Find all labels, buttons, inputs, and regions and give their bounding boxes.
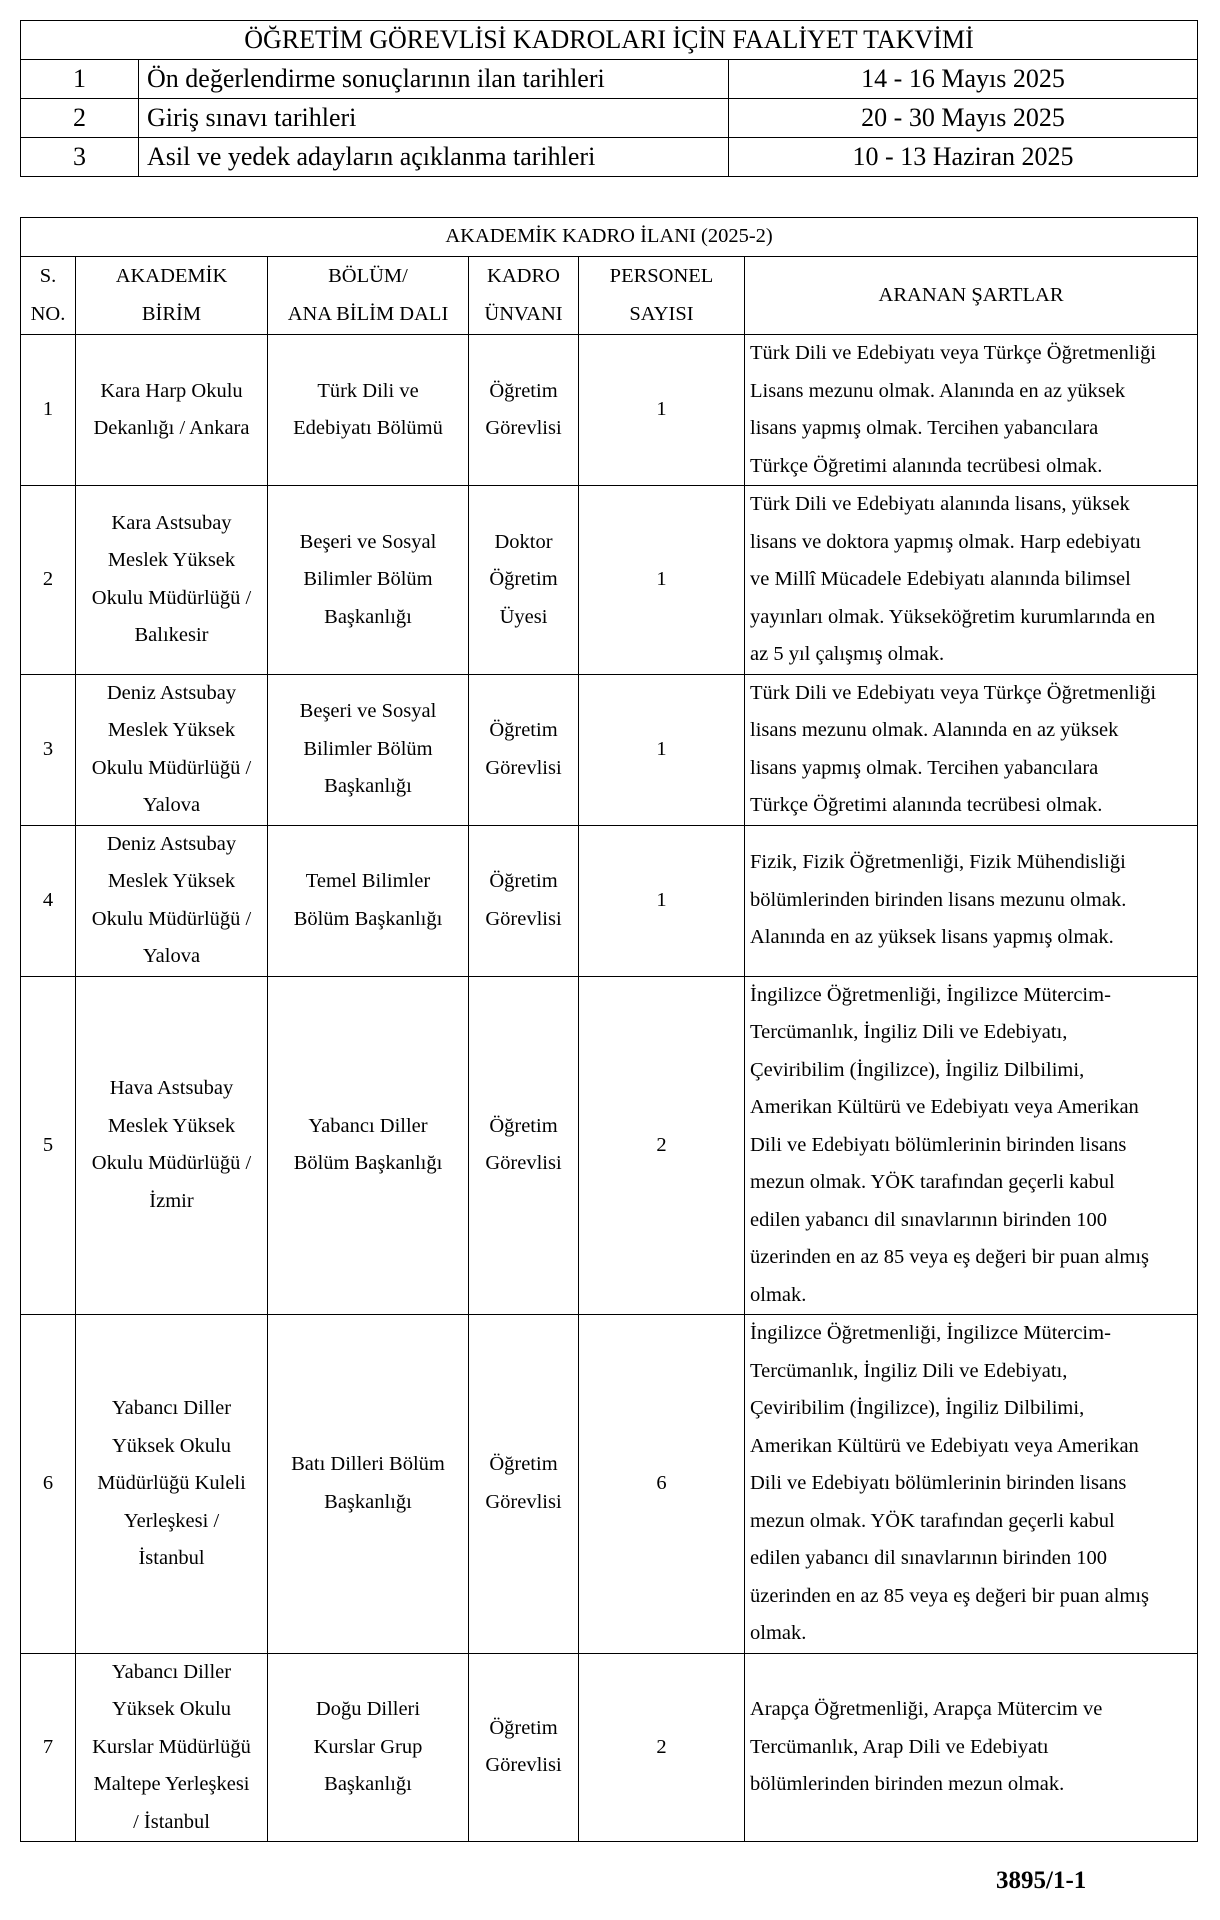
row-department <box>268 1653 469 1842</box>
row-title-line: Üyesi <box>499 605 548 628</box>
row-count: 2 <box>579 1653 745 1842</box>
row-unit-line: Deniz Astsubay <box>106 832 237 855</box>
staff-table-title: AKADEMİK KADRO İLANI (2025-2) <box>21 218 1198 257</box>
row-unit <box>76 1653 268 1842</box>
row-requirements-line: mezun olmak. YÖK tarafından geçerli kabul <box>750 1509 1115 1532</box>
row-unit-line: Kurslar Müdürlüğü <box>92 1735 251 1758</box>
row-unit-line: Deniz Astsubay <box>106 681 237 704</box>
row-department <box>268 486 469 675</box>
row-number: 1 <box>21 335 76 486</box>
header-requirements: ARANAN ŞARTLAR <box>745 257 1198 335</box>
row-department <box>268 825 469 976</box>
schedule-row-label: Asil ve yedek adayların açıklanma tarihleri <box>139 138 729 177</box>
row-requirements-line: Amerikan Kültürü ve Edebiyatı veya Amerikan <box>750 1434 1139 1457</box>
row-requirements <box>745 1653 1198 1842</box>
row-title <box>469 486 579 675</box>
row-title-line: Öğretim <box>489 870 558 892</box>
row-requirements-line: mezun olmak. YÖK tarafından geçerli kabul <box>750 1171 1115 1193</box>
row-number: 3 <box>21 674 76 825</box>
row-requirements-line: Türk Dili ve Edebiyatı veya Türkçe Öğretmenliği <box>750 342 1157 364</box>
row-department-line: Bölüm Başkanlığı <box>293 907 443 930</box>
row-department-line: Kurslar Grup <box>313 1735 423 1758</box>
row-count: 1 <box>579 486 745 675</box>
row-requirements-line: Alanında en az yüksek lisans yapmış olmak. <box>750 926 1114 949</box>
row-unit <box>76 335 268 486</box>
row-unit-line: Yalova <box>142 794 201 816</box>
row-department-line: Başkanlığı <box>324 1490 412 1513</box>
row-department-line: Beşeri ve Sosyal <box>299 700 437 723</box>
row-requirements <box>745 976 1198 1315</box>
row-requirements-line: bölümlerinden birinden mezun olmak. <box>750 1773 1065 1795</box>
row-title-line: Öğretim <box>489 379 558 402</box>
schedule-title-row <box>21 21 1198 60</box>
row-unit-line: Yerleşkesi / <box>123 1509 220 1532</box>
row-unit-line: Yabancı Diller <box>111 1660 232 1683</box>
row-unit <box>76 1315 268 1654</box>
row-requirements-line: Lisans mezunu olmak. Alanında en az yüksek <box>750 379 1126 402</box>
row-title-line: Öğretim <box>489 1453 558 1476</box>
schedule-row-number: 2 <box>21 99 139 138</box>
header-line: KADRO <box>487 265 560 287</box>
row-unit-line: Kara Astsubay <box>111 511 232 534</box>
staff-table-row <box>21 486 1198 675</box>
row-requirements-line: Amerikan Kültürü ve Edebiyatı veya Amerikan <box>750 1096 1139 1118</box>
staff-table-row <box>21 335 1198 486</box>
row-unit-line: İzmir <box>149 1189 194 1212</box>
row-requirements-line: az 5 yıl çalışmış olmak. <box>750 643 945 665</box>
row-requirements-line: olmak. <box>750 1283 807 1306</box>
row-department-line: Başkanlığı <box>324 1773 412 1795</box>
staff-table-header-row <box>21 257 1198 335</box>
row-requirements-line: olmak. <box>750 1622 807 1644</box>
row-requirements-line: lisans ve doktora yapmış olmak. Harp edebiyatı <box>750 530 1142 553</box>
row-requirements <box>745 335 1198 486</box>
row-requirements-line: Türk Dili ve Edebiyatı alanında lisans, yüksek <box>750 493 1130 515</box>
header-no <box>21 257 76 335</box>
row-department-line: Edebiyatı Bölümü <box>293 417 443 439</box>
row-requirements-line: edilen yabancı dil sınavlarının birinden 100 <box>750 1208 1107 1231</box>
header-line: SAYISI <box>629 302 694 325</box>
schedule-row <box>21 99 1198 138</box>
row-department-line: Bilimler Bölüm <box>303 737 433 760</box>
schedule-row-label: Ön değerlendirme sonuçlarının ilan tarihleri <box>139 60 729 99</box>
row-requirements-line: Dili ve Edebiyatı bölümlerinin birinden lisans <box>750 1133 1127 1156</box>
row-count: 1 <box>579 825 745 976</box>
row-unit-line: Okulu Müdürlüğü / <box>91 756 252 779</box>
row-unit-line: Hava Astsubay <box>109 1077 234 1100</box>
staff-table-row <box>21 674 1198 825</box>
row-requirements-line: Türk Dili ve Edebiyatı veya Türkçe Öğretmenliği <box>750 681 1157 704</box>
row-title <box>469 1315 579 1654</box>
row-requirements-line: lisans yapmış olmak. Tercihen yabancılara <box>750 417 1099 439</box>
row-number: 6 <box>21 1315 76 1654</box>
row-requirements-line: Çeviribilim (İngilizce), İngiliz Dilbilimi, <box>750 1058 1085 1081</box>
row-unit-line: Meslek Yüksek <box>107 870 236 892</box>
row-requirements-line: Fizik, Fizik Öğretmenliği, Fizik Mühendisliği <box>750 851 1126 874</box>
row-title-line: Görevlisi <box>485 417 562 439</box>
row-title-line: Öğretim <box>489 1114 558 1137</box>
row-requirements-line: ve Millî Mücadele Edebiyatı alanında bilimsel <box>750 568 1131 590</box>
row-department <box>268 976 469 1315</box>
row-department <box>268 335 469 486</box>
row-count: 2 <box>579 976 745 1315</box>
row-unit <box>76 825 268 976</box>
row-requirements-line: yayınları olmak. Yükseköğretim kurumlarında en <box>750 605 1156 628</box>
row-department-line: Beşeri ve Sosyal <box>299 530 437 553</box>
row-requirements-line: İngilizce Öğretmenliği, İngilizce Mütercim- <box>750 983 1111 1006</box>
schedule-row <box>21 138 1198 177</box>
row-department-line: Türk Dili ve <box>317 379 419 402</box>
row-title-line: Görevlisi <box>485 1490 562 1513</box>
row-unit-line: İstanbul <box>138 1547 205 1569</box>
academic-staff-table <box>20 217 1198 1842</box>
schedule-title: ÖĞRETİM GÖREVLİSİ KADROLARI İÇİN FAALİYET TAKVİMİ <box>21 21 1198 60</box>
row-title-line: Öğretim <box>489 719 558 741</box>
activity-schedule-table <box>20 20 1198 177</box>
row-count: 1 <box>579 674 745 825</box>
header-line: S. <box>39 265 57 287</box>
row-title-line: Görevlisi <box>485 756 562 779</box>
row-requirements-line: Arapça Öğretmenliği, Arapça Mütercim ve <box>750 1698 1103 1720</box>
staff-table-row <box>21 825 1198 976</box>
row-unit-line: Meslek Yüksek <box>107 1114 236 1137</box>
staff-table-row <box>21 976 1198 1315</box>
row-unit-line: Okulu Müdürlüğü / <box>91 1152 252 1175</box>
row-unit-line: Meslek Yüksek <box>107 719 236 741</box>
schedule-row-date: 20 - 30 Mayıs 2025 <box>729 99 1198 138</box>
schedule-row-date: 14 - 16 Mayıs 2025 <box>729 60 1198 99</box>
row-title <box>469 976 579 1315</box>
row-title-line: Öğretim <box>489 568 558 590</box>
row-requirements-line: Çeviribilim (İngilizce), İngiliz Dilbilimi, <box>750 1397 1085 1419</box>
row-title <box>469 335 579 486</box>
row-requirements-line: Tercümanlık, Arap Dili ve Edebiyatı <box>750 1735 1049 1758</box>
schedule-row-number: 1 <box>21 60 139 99</box>
row-unit-line: Yalova <box>142 945 201 967</box>
row-unit <box>76 486 268 675</box>
row-unit-line: Yabancı Diller <box>111 1397 232 1419</box>
header-department <box>268 257 469 335</box>
row-requirements-line: Dili ve Edebiyatı bölümlerinin birinden lisans <box>750 1472 1127 1494</box>
staff-table-row <box>21 1315 1198 1654</box>
header-count <box>579 257 745 335</box>
row-unit <box>76 674 268 825</box>
row-requirements-line: İngilizce Öğretmenliği, İngilizce Mütercim- <box>750 1322 1111 1344</box>
row-title-line: Doktor <box>494 530 553 553</box>
row-count: 1 <box>579 335 745 486</box>
row-number: 2 <box>21 486 76 675</box>
row-department-line: Bilimler Bölüm <box>303 568 433 590</box>
row-title-line: Görevlisi <box>485 1152 562 1175</box>
row-number: 4 <box>21 825 76 976</box>
row-unit-line: Müdürlüğü Kuleli <box>97 1472 246 1494</box>
row-unit-line: Balıkesir <box>134 624 209 647</box>
row-department <box>268 674 469 825</box>
row-department-line: Yabancı Diller <box>308 1114 428 1137</box>
row-unit-line: Kara Harp Okulu <box>100 379 243 402</box>
row-requirements-line: Tercümanlık, İngiliz Dili ve Edebiyatı, <box>750 1021 1068 1043</box>
row-unit-line: Okulu Müdürlüğü / <box>91 586 252 609</box>
row-count: 6 <box>579 1315 745 1654</box>
header-line: PERSONEL <box>609 265 714 287</box>
header-line: ÜNVANI <box>484 302 563 325</box>
header-title <box>469 257 579 335</box>
staff-table-title-row <box>21 218 1198 257</box>
row-unit-line: Dekanlığı / Ankara <box>93 417 250 439</box>
row-title <box>469 1653 579 1842</box>
row-unit-line: Okulu Müdürlüğü / <box>91 907 252 930</box>
row-requirements <box>745 674 1198 825</box>
row-requirements <box>745 1315 1198 1654</box>
row-requirements-line: Türkçe Öğretimi alanında tecrübesi olmak. <box>750 454 1103 477</box>
row-title <box>469 674 579 825</box>
row-requirements-line: Tercümanlık, İngiliz Dili ve Edebiyatı, <box>750 1359 1068 1382</box>
staff-table-row <box>21 1653 1198 1842</box>
schedule-row-number: 3 <box>21 138 139 177</box>
row-requirements-line: bölümlerinden birinden lisans mezunu olmak. <box>750 888 1127 911</box>
schedule-row-date: 10 - 13 Haziran 2025 <box>729 138 1198 177</box>
row-unit-line: Maltepe Yerleşkesi <box>93 1773 250 1795</box>
row-department-line: Batı Dilleri Bölüm <box>291 1453 445 1476</box>
row-requirements-line: edilen yabancı dil sınavlarının birinden 100 <box>750 1547 1107 1569</box>
row-number: 5 <box>21 976 76 1315</box>
header-line: BÖLÜM/ <box>328 265 408 287</box>
row-department-line: Başkanlığı <box>324 775 412 798</box>
row-requirements-line: lisans mezunu olmak. Alanında en az yüksek <box>750 719 1119 741</box>
header-unit <box>76 257 268 335</box>
row-department-line: Başkanlığı <box>324 605 412 628</box>
row-title <box>469 825 579 976</box>
row-department-line: Doğu Dilleri <box>315 1698 421 1720</box>
row-requirements-line: lisans yapmış olmak. Tercihen yabancılara <box>750 756 1099 779</box>
schedule-row-label: Giriş sınavı tarihleri <box>139 99 729 138</box>
header-line: NO. <box>30 302 66 325</box>
row-department-line: Bölüm Başkanlığı <box>293 1152 443 1175</box>
row-title-line: Görevlisi <box>485 1754 562 1777</box>
row-number: 7 <box>21 1653 76 1842</box>
row-department-line: Temel Bilimler <box>305 870 431 892</box>
header-line: BİRİM <box>141 302 202 325</box>
row-unit-line: / İstanbul <box>133 1810 210 1833</box>
row-unit-line: Meslek Yüksek <box>107 549 236 572</box>
row-requirements-line: üzerinden en az 85 veya eş değeri bir puan almış <box>750 1584 1150 1607</box>
row-unit-line: Yüksek Okulu <box>111 1698 231 1720</box>
row-title-line: Öğretim <box>489 1716 558 1739</box>
row-unit <box>76 976 268 1315</box>
page-number: 3895/1-1 <box>996 1867 1087 1894</box>
schedule-row <box>21 60 1198 99</box>
row-title-line: Görevlisi <box>485 907 562 930</box>
row-department <box>268 1315 469 1654</box>
row-requirements <box>745 486 1198 675</box>
row-unit-line: Yüksek Okulu <box>111 1434 231 1457</box>
header-line: ANA BİLİM DALI <box>287 302 449 325</box>
header-line: AKADEMİK <box>115 265 228 287</box>
row-requirements-line: Türkçe Öğretimi alanında tecrübesi olmak. <box>750 794 1103 816</box>
row-requirements-line: üzerinden en az 85 veya eş değeri bir puan almış <box>750 1246 1150 1268</box>
row-requirements <box>745 825 1198 976</box>
